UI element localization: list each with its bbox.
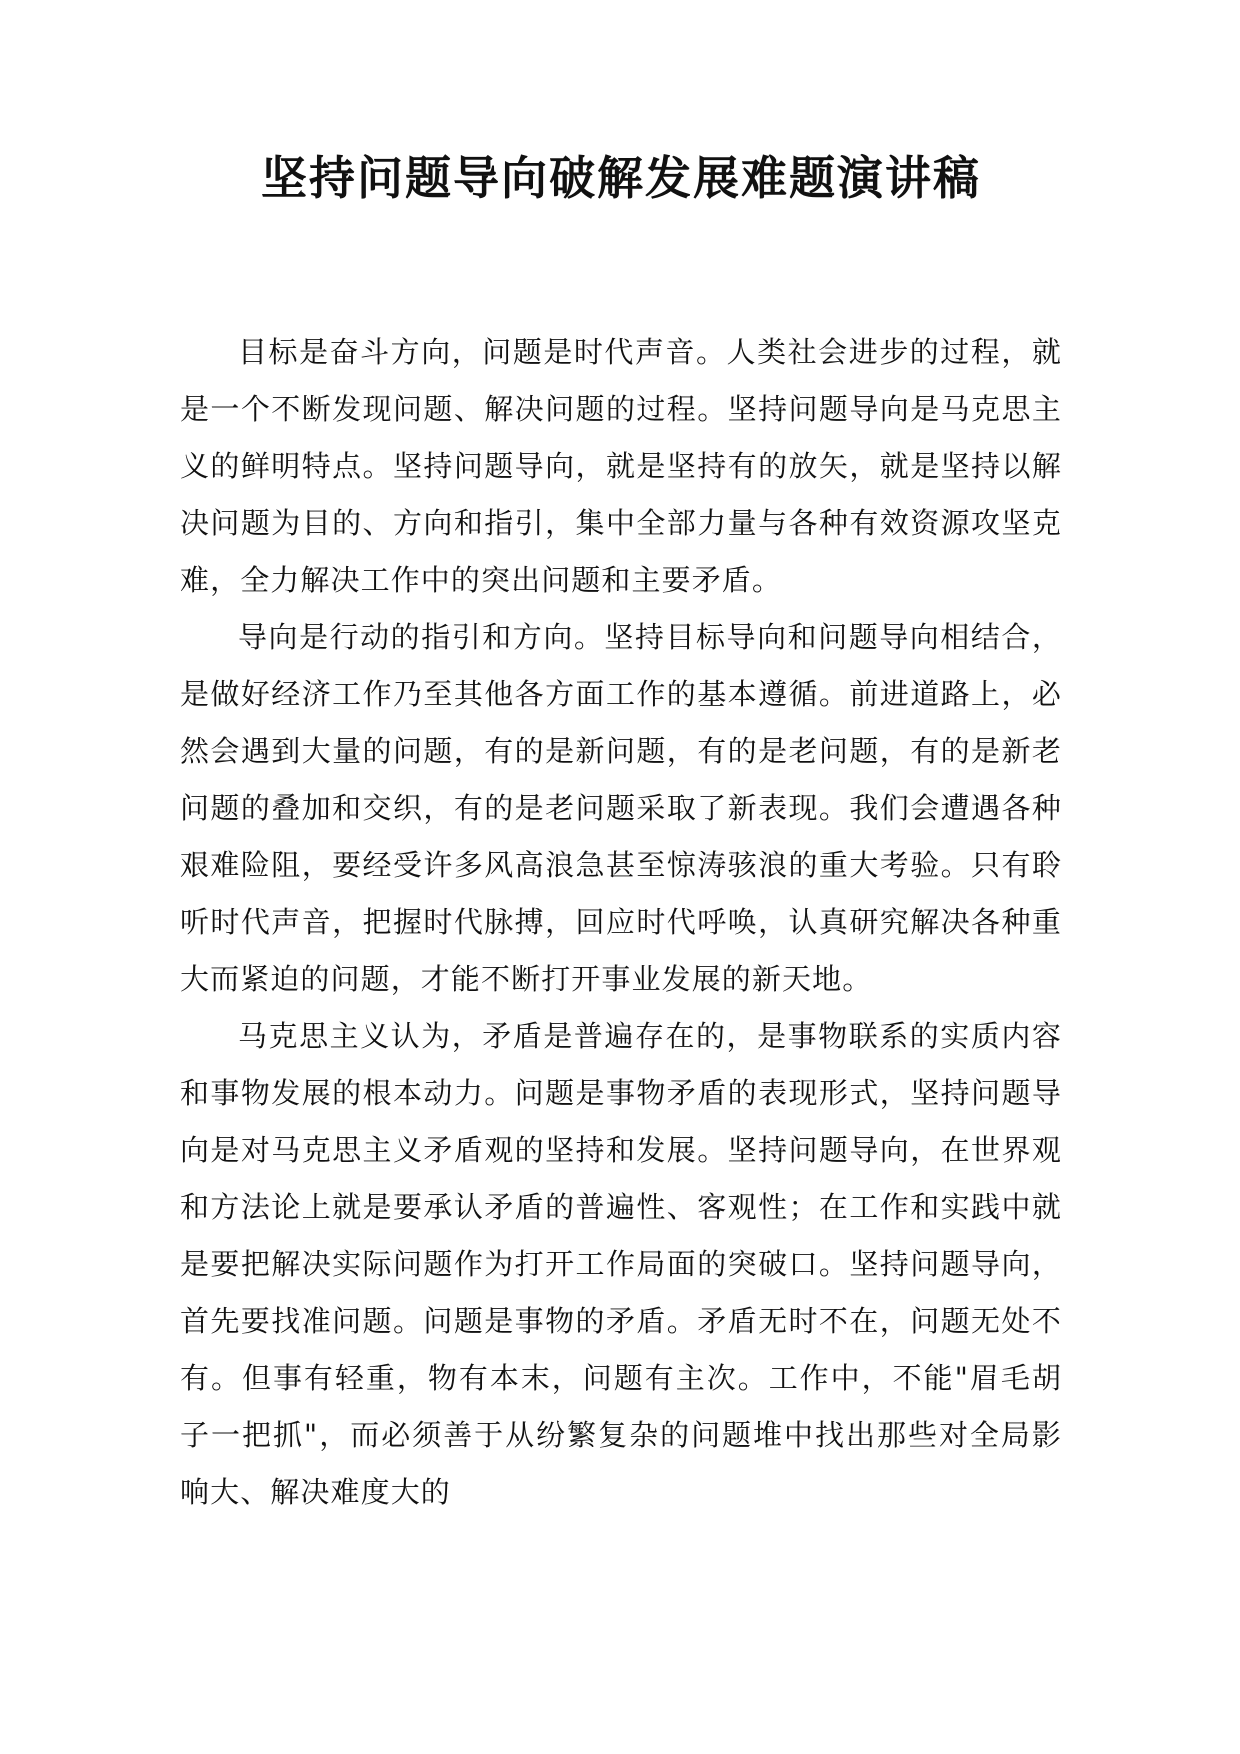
document-body bbox=[180, 324, 1062, 1521]
document-title: 坚持问题导向破解发展难题演讲稿 bbox=[261, 151, 981, 205]
paragraph-3: 马克思主义认为，矛盾是普遍存在的，是事物联系的实质内容和事物发展的根本动力。问题是事物矛盾的表现形式，坚持问题导向是对马克思主义矛盾观的坚持和发展。坚持问题导向，在世界观和方法论上就是要承认矛盾的普遍性、客观性；在工作和实践中就是要把解决实际问题作为打开工作局面的突破口。坚持问题导向，首先要找准问题。问题是事物的矛盾。矛盾无时不在，问题无处不有。但事有轻重，物有本末，问题有主次。工作中，不能"眉毛胡子一把抓"，而必须善于从纷繁复杂的问题堆中找出那些对全局影响大、解决难度大的 bbox=[180, 1019, 1062, 1509]
paragraph-1: 目标是奋斗方向，问题是时代声音。人类社会进步的过程，就是一个不断发现问题、解决问题的过程。坚持问题导向是马克思主义的鲜明特点。坚持问题导向，就是坚持有的放矢，就是坚持以解决问题为目的、方向和指引，集中全部力量与各种有效资源攻坚克难，全力解决工作中的突出问题和主要矛盾。 bbox=[180, 335, 1062, 597]
paragraph-2: 导向是行动的指引和方向。坚持目标导向和问题导向相结合，是做好经济工作乃至其他各方面工作的基本遵循。前进道路上，必然会遇到大量的问题，有的是新问题，有的是老问题，有的是新老问题的叠加和交织，有的是老问题采取了新表现。我们会遭遇各种艰难险阻，要经受许多风高浪急甚至惊涛骇浪的重大考验。只有聆听时代声音，把握时代脉搏，回应时代呼唤，认真研究解决各种重大而紧迫的问题，才能不断打开事业发展的新天地。 bbox=[180, 620, 1062, 996]
